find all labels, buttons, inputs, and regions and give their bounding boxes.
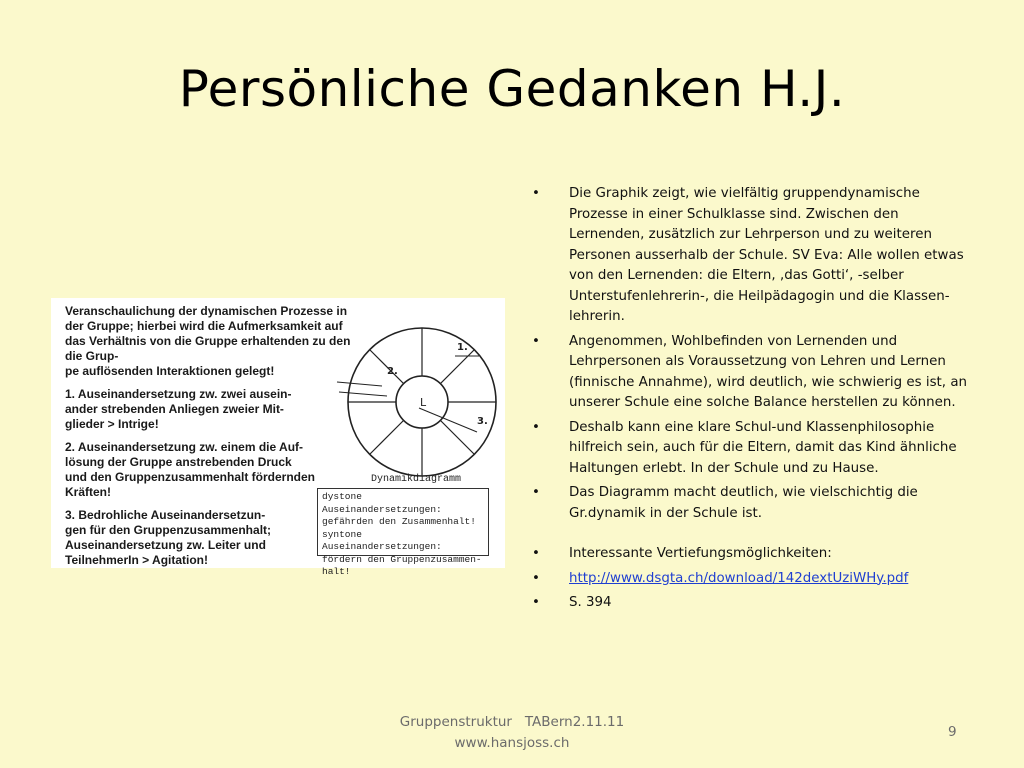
bullet-text: Die Graphik zeigt, wie vielfältig gruppendynamische Prozesse in einer Schulklasse sind. Zwischen den Lernenden, zusätzlich zur Lehrperson und zu weiteren Personen ausserhalb der Schule. SV Eva: Alle wollen etwas von den Lernenden: die Eltern, ‚das Gotti‘, -selber Unterstufenlehrerin-, die Heilpädagogin und die Klassen-lehrerin. [569, 186, 964, 324]
bullet-text: Interessante Vertiefungsmöglichkeiten: [569, 546, 832, 561]
bullet-marker: • [532, 570, 540, 586]
scan-intro-text: Veranschaulichung der dynamischen Prozesse in der Gruppe; hierbei wird die Aufmerksamkeit auf das Verhältnis von die Gruppe erhaltenden zu den die Grup- pe auflösenden Interaktionen gelegt! [65, 304, 351, 378]
bullet-list [529, 184, 969, 618]
diagram-caption: Dynamikdiagramm [371, 474, 462, 485]
wheel-mark-2: 2. [387, 366, 398, 377]
bullet-marker: • [532, 186, 540, 201]
scan-item-3: 3. Bedrohliche Auseinandersetzun- gen für den Gruppenzusammenhalt; Auseinandersetzung zw. Leiter und TeilnehmerIn > Agitation! [65, 508, 272, 567]
interaction-arrows [337, 356, 479, 432]
bullet-marker: • [532, 546, 540, 561]
bullet-item [529, 332, 969, 414]
slide-title: Persönliche Gedanken H.J. [178, 60, 846, 118]
footer-line-2: www.hansjoss.ch [454, 735, 570, 751]
bullet-marker: • [532, 419, 540, 435]
bullet-marker: • [532, 485, 540, 500]
bullet-text: Angenommen, Wohlbefinden von Lernenden und Lehrpersonen als Voraussetzung von Lehren und Lernen (finnische Annahme), wird deutlich, wie schwierig es ist, an unserer Schule eine solche Balance herstellen zu können. [569, 333, 968, 410]
bullet-item [529, 184, 969, 328]
scanned-diagram-image [51, 298, 505, 577]
bullet-text: Deshalb kann eine klare Schul-und Klassenphilosophie hilfreich sein, auch für die Eltern, damit das Kind ähnliche Haltungen erlebt. In der Schule und zu Hause. [569, 419, 957, 476]
bullet-item [529, 569, 969, 590]
wheel-mark-3: 3. [477, 416, 488, 427]
slide-footer [380, 712, 644, 754]
wheel-mark-1: 1. [457, 342, 468, 353]
diagram-legend-box: dystone Auseinandersetzungen: gefährden den Zusammenhalt! syntone Auseinandersetzungen: fördern den Gruppenzusammen- halt! [317, 488, 489, 556]
bullet-item [529, 544, 969, 565]
bullet-text: Das Diagramm macht deutlich, wie vielschichtig die Gr.dynamik in der Schule ist. [569, 485, 918, 521]
bullet-marker: • [532, 595, 540, 610]
scan-item-2: 2. Auseinandersetzung zw. einem die Auf- lösung der Gruppe anstrebenden Druck und den Gruppenzusammenhalt fördernden Kräften! [65, 440, 316, 499]
bullet-item [529, 593, 969, 614]
bullet-marker: • [532, 333, 540, 349]
bullet-item [529, 418, 969, 480]
bullet-text: S. 394 [569, 595, 612, 610]
bullet-item [529, 483, 969, 524]
scan-item-1: 1. Auseinandersetzung zw. zwei ausein- ander strebenden Anliegen zweier Mit- glieder > Intrige! [65, 387, 292, 431]
page-number: 9 [948, 724, 957, 740]
dynamics-wheel-diagram [327, 322, 517, 487]
reference-link[interactable]: http://www.dsgta.ch/download/142dextUziWHy.pdf [569, 570, 909, 586]
footer-line-1: Gruppenstruktur TABern2.11.11 [399, 714, 625, 730]
wheel-center-label: L [420, 396, 427, 409]
